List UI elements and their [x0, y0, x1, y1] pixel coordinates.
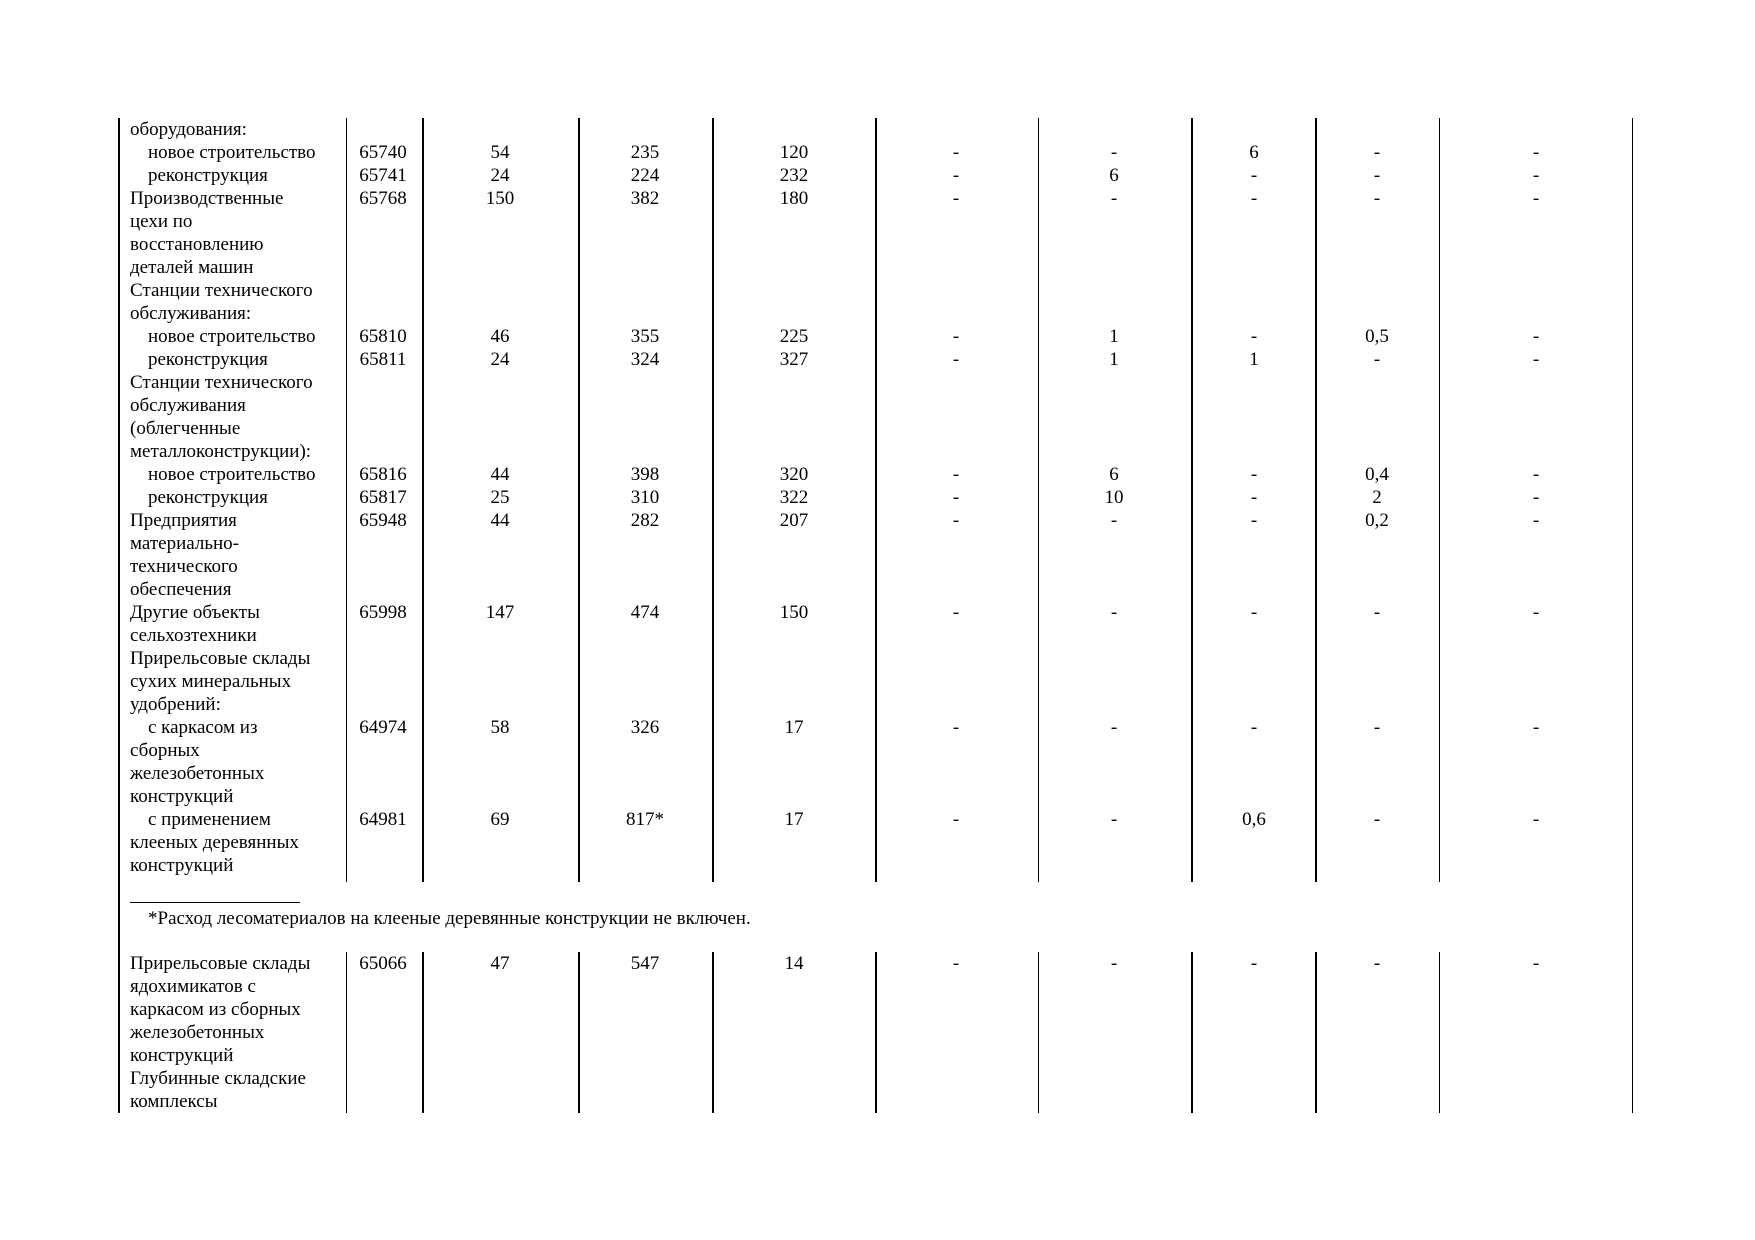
- footnote-separator: [130, 902, 300, 903]
- table-cell: -: [1110, 809, 1118, 830]
- table-cell: -: [1373, 142, 1381, 163]
- table-cell: -: [1373, 349, 1381, 370]
- table-cell: 46: [490, 326, 510, 347]
- table-cell: -: [1532, 510, 1540, 531]
- table-cell: 207: [779, 510, 809, 531]
- row-code: 65741: [359, 165, 407, 186]
- table-cell: -: [1110, 953, 1118, 974]
- table-cell: 14: [784, 953, 804, 974]
- table-cell: -: [1250, 717, 1258, 738]
- table2-col-divider: [1038, 952, 1039, 1113]
- table1-border-right: [1632, 118, 1633, 882]
- table-cell: 324: [630, 349, 660, 370]
- row-label: Другие объекты: [130, 602, 260, 623]
- row-label: обеспечения: [130, 579, 232, 600]
- table-cell: 44: [490, 464, 510, 485]
- table2-col-divider: [1315, 952, 1317, 1113]
- row-code: 65948: [359, 510, 407, 531]
- row-label: клееных деревянных: [130, 832, 299, 853]
- row-label: деталей машин: [130, 257, 254, 278]
- table-cell: 120: [779, 142, 809, 163]
- table-cell: -: [952, 717, 960, 738]
- table-cell: -: [1373, 953, 1381, 974]
- row-label: обслуживания:: [130, 303, 252, 324]
- table1-col-divider: [1191, 118, 1193, 882]
- row-code: 64974: [359, 717, 407, 738]
- table-cell: 44: [490, 510, 510, 531]
- table1-col-divider: [578, 118, 580, 882]
- table-cell: 2: [1372, 487, 1382, 508]
- table-cell: -: [1110, 510, 1118, 531]
- table-cell: 6: [1109, 165, 1119, 186]
- row-label: восстановлению: [130, 234, 264, 255]
- row-label: Станции технического: [130, 372, 313, 393]
- row-label: реконструкция: [148, 487, 268, 508]
- table-cell: -: [1532, 188, 1540, 209]
- table1-col-divider: [1439, 118, 1440, 882]
- row-label: сельхозтехники: [130, 625, 257, 646]
- row-label: Глубинные складские: [130, 1068, 306, 1089]
- table-cell: 24: [490, 165, 510, 186]
- row-code: 65816: [359, 464, 407, 485]
- table-cell: -: [1250, 510, 1258, 531]
- table-cell: -: [952, 188, 960, 209]
- page-border-left: [118, 882, 120, 952]
- table-cell: 17: [784, 809, 804, 830]
- table-cell: -: [952, 142, 960, 163]
- row-label: Прирельсовые склады: [130, 953, 311, 974]
- row-label: новое строительство: [148, 464, 316, 485]
- table-cell: -: [952, 510, 960, 531]
- table-cell: -: [1110, 188, 1118, 209]
- row-label: конструкций: [130, 786, 234, 807]
- table-cell: 10: [1104, 487, 1124, 508]
- table-cell: 0,4: [1365, 464, 1389, 485]
- table2-col-divider: [1191, 952, 1193, 1113]
- table-cell: 547: [630, 953, 660, 974]
- table-cell: 474: [630, 602, 660, 623]
- table-cell: 1: [1249, 349, 1259, 370]
- page-border-right: [1632, 882, 1633, 952]
- table-cell: -: [1532, 953, 1540, 974]
- table-cell: 310: [630, 487, 660, 508]
- table-cell: 282: [630, 510, 660, 531]
- row-code: 65740: [359, 142, 407, 163]
- table2-col-divider: [346, 952, 347, 1113]
- table-cell: -: [1250, 487, 1258, 508]
- table-cell: 58: [490, 717, 510, 738]
- table-cell: -: [1110, 602, 1118, 623]
- table2-col-divider: [712, 952, 714, 1113]
- table-cell: 225: [779, 326, 809, 347]
- row-code: 65998: [359, 602, 407, 623]
- table2-col-divider: [422, 952, 424, 1113]
- table-cell: -: [1110, 142, 1118, 163]
- table1-col-divider: [875, 118, 877, 882]
- table-cell: 0,2: [1365, 510, 1389, 531]
- row-label: обслуживания: [130, 395, 246, 416]
- table-cell: 69: [490, 809, 510, 830]
- row-label: железобетонных: [130, 1022, 265, 1043]
- table-cell: 24: [490, 349, 510, 370]
- row-label: конструкций: [130, 855, 234, 876]
- table-cell: -: [1532, 165, 1540, 186]
- table1-col-divider: [346, 118, 347, 882]
- footnote-text: *Расход лесоматериалов на клееные деревянные конструкции не включен.: [148, 908, 751, 929]
- table2-col-divider: [1439, 952, 1440, 1113]
- table-cell: 322: [779, 487, 809, 508]
- table-cell: 47: [490, 953, 510, 974]
- table-cell: 235: [630, 142, 660, 163]
- table-cell: 25: [490, 487, 510, 508]
- table-cell: -: [1532, 326, 1540, 347]
- row-label: ядохимикатов с: [130, 976, 256, 997]
- table-cell: 1: [1109, 349, 1119, 370]
- table-cell: 327: [779, 349, 809, 370]
- table-cell: -: [1532, 464, 1540, 485]
- row-label: цехи по: [130, 211, 193, 232]
- table-cell: -: [952, 349, 960, 370]
- table-cell: -: [1250, 953, 1258, 974]
- row-label: (облегченные: [130, 418, 241, 439]
- row-label: каркасом из сборных: [130, 999, 301, 1020]
- row-label: с применением: [148, 809, 271, 830]
- row-label: Станции технического: [130, 280, 313, 301]
- row-label: сборных: [130, 740, 200, 761]
- table-cell: -: [1373, 165, 1381, 186]
- table-cell: -: [1373, 717, 1381, 738]
- table-cell: 0,6: [1242, 809, 1266, 830]
- table-cell: -: [952, 487, 960, 508]
- table1-col-divider: [1315, 118, 1317, 882]
- table-cell: -: [952, 464, 960, 485]
- table-cell: -: [1532, 602, 1540, 623]
- row-label: материально-: [130, 533, 239, 554]
- row-label: реконструкция: [148, 165, 268, 186]
- table-cell: -: [1250, 165, 1258, 186]
- table-cell: -: [1373, 809, 1381, 830]
- table-cell: -: [952, 326, 960, 347]
- row-code: 65811: [359, 349, 407, 370]
- row-label: Производственные: [130, 188, 284, 209]
- table-cell: 224: [630, 165, 660, 186]
- table-cell: -: [1250, 326, 1258, 347]
- table-cell: 320: [779, 464, 809, 485]
- table-cell: 355: [630, 326, 660, 347]
- table-cell: -: [1250, 188, 1258, 209]
- table-cell: -: [1532, 487, 1540, 508]
- table-cell: 6: [1249, 142, 1259, 163]
- row-label: новое строительство: [148, 142, 316, 163]
- table-cell: -: [1532, 717, 1540, 738]
- table2-col-divider: [875, 952, 877, 1113]
- row-label: технического: [130, 556, 238, 577]
- table-cell: 0,5: [1365, 326, 1389, 347]
- row-label: с каркасом из: [148, 717, 258, 738]
- table-cell: -: [952, 809, 960, 830]
- table-cell: 1: [1109, 326, 1119, 347]
- table1-col-divider: [712, 118, 714, 882]
- table1-col-divider: [422, 118, 424, 882]
- table-cell: 17: [784, 717, 804, 738]
- row-label: новое строительство: [148, 326, 316, 347]
- row-label: сухих минеральных: [130, 671, 292, 692]
- table2-border-right: [1632, 952, 1633, 1113]
- table-cell: -: [952, 165, 960, 186]
- table1-border-left: [118, 118, 120, 882]
- row-code: 65768: [359, 188, 407, 209]
- table-cell: 147: [485, 602, 515, 623]
- table-cell: 150: [485, 188, 515, 209]
- row-code: 65066: [359, 953, 407, 974]
- table2-col-divider: [578, 952, 580, 1113]
- table-cell: -: [952, 953, 960, 974]
- row-code: 65810: [359, 326, 407, 347]
- table-cell: -: [1373, 188, 1381, 209]
- row-code: 64981: [359, 809, 407, 830]
- table-cell: -: [1532, 809, 1540, 830]
- table-cell: -: [1373, 602, 1381, 623]
- table-cell: -: [1250, 464, 1258, 485]
- table-cell: 150: [779, 602, 809, 623]
- row-label: оборудования:: [130, 119, 247, 140]
- row-label: Прирельсовые склады: [130, 648, 311, 669]
- row-label: Предприятия: [130, 510, 237, 531]
- row-label: железобетонных: [130, 763, 265, 784]
- row-label: удобрений:: [130, 694, 221, 715]
- table-cell: -: [1250, 602, 1258, 623]
- table-cell: 817*: [626, 809, 664, 830]
- table-cell: 398: [630, 464, 660, 485]
- table-cell: 232: [779, 165, 809, 186]
- table-cell: 326: [630, 717, 660, 738]
- table-cell: -: [952, 602, 960, 623]
- table2-border-left: [118, 952, 120, 1113]
- table-cell: -: [1532, 349, 1540, 370]
- table-cell: 180: [779, 188, 809, 209]
- row-code: 65817: [359, 487, 407, 508]
- row-label: конструкций: [130, 1045, 234, 1066]
- table-cell: -: [1110, 717, 1118, 738]
- table-cell: -: [1532, 142, 1540, 163]
- table1-col-divider: [1038, 118, 1039, 882]
- table-cell: 54: [490, 142, 510, 163]
- row-label: металлоконструкции):: [130, 441, 312, 462]
- row-label: комплексы: [130, 1091, 218, 1112]
- table-cell: 382: [630, 188, 660, 209]
- table-cell: 6: [1109, 464, 1119, 485]
- row-label: реконструкция: [148, 349, 268, 370]
